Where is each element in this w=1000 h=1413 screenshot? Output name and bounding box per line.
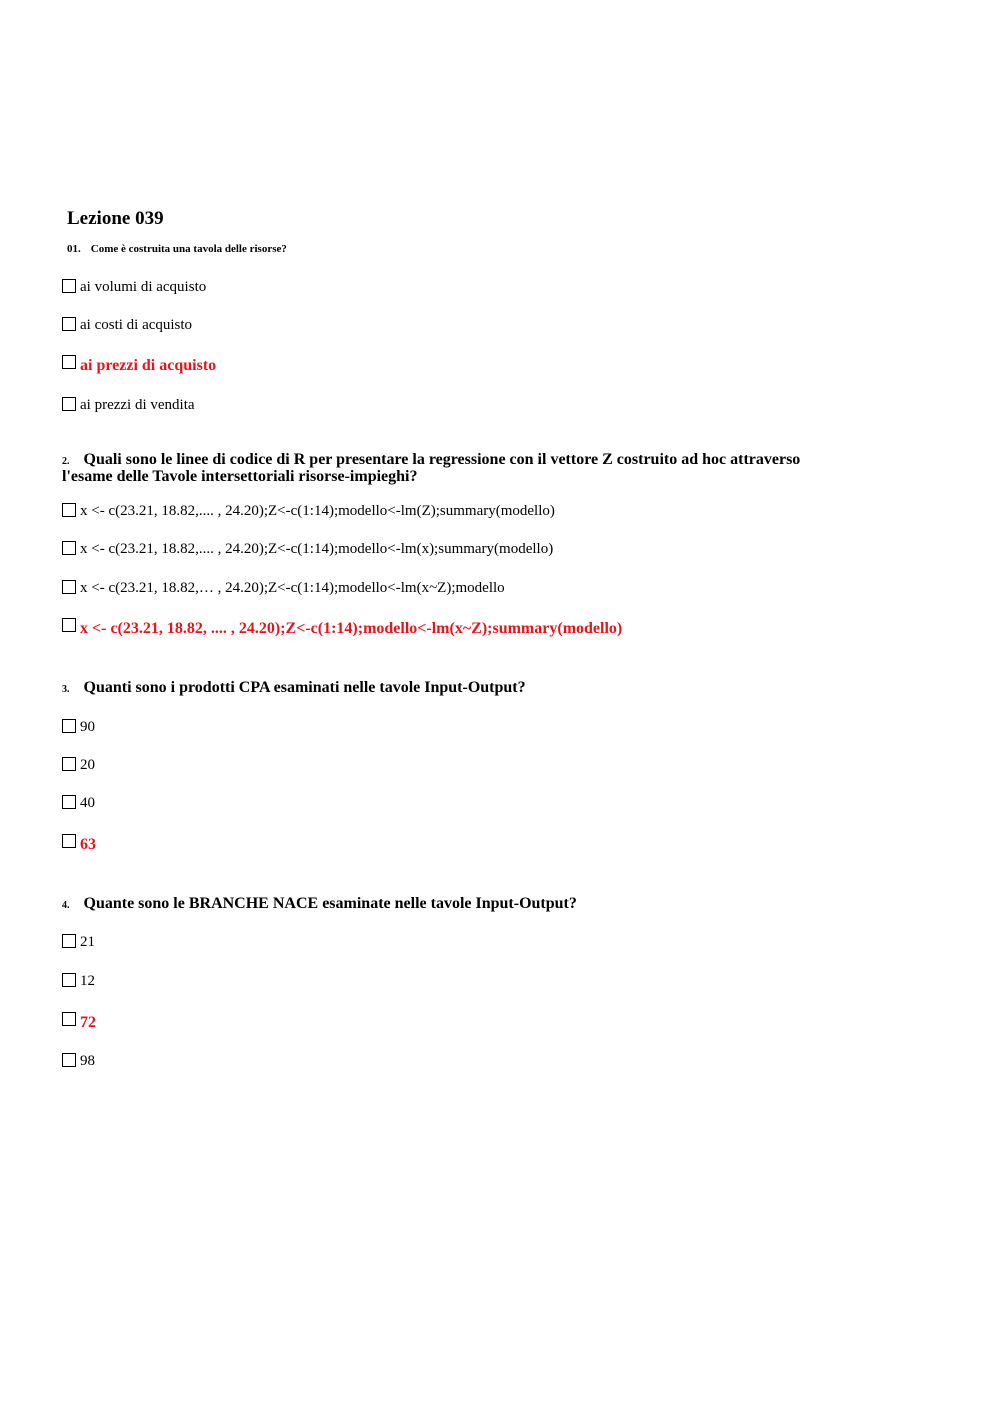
answer-option[interactable] [62, 276, 206, 296]
answer-option[interactable] [62, 970, 95, 990]
answer-text: 98 [80, 1053, 95, 1069]
checkbox-icon[interactable] [62, 834, 76, 848]
answer-text: 40 [80, 795, 95, 811]
checkbox-icon[interactable] [62, 618, 76, 632]
answer-text: ai volumi di acquisto [80, 279, 207, 295]
question-number: 3. [62, 684, 70, 695]
answer-option-correct[interactable] [62, 354, 216, 374]
answer-option-correct[interactable] [62, 1011, 96, 1031]
checkbox-icon[interactable] [62, 541, 76, 555]
checkbox-icon[interactable] [62, 397, 76, 411]
answer-text: 12 [80, 973, 95, 989]
answer-option[interactable] [62, 1050, 95, 1070]
question-text-continued: l'esame delle Tavole intersettoriali risorse-impieghi? [62, 468, 418, 485]
checkbox-icon[interactable] [62, 719, 76, 733]
answer-text: 72 [80, 1014, 96, 1031]
answer-option[interactable] [62, 538, 553, 558]
answer-option[interactable] [62, 394, 195, 414]
question-text: Quante sono le BRANCHE NACE esaminate nelle tavole Input-Output? [83, 895, 577, 912]
question-text: Quali sono le linee di codice di R per presentare la regressione con il vettore Z costruito ad hoc attraverso [83, 451, 801, 468]
answer-option[interactable] [62, 500, 555, 520]
question-2 [62, 452, 800, 484]
checkbox-icon[interactable] [62, 757, 76, 771]
answer-text: x <- c(23.21, 18.82,.... , 24.20);Z<-c(1:14);modello<-lm(Z);summary(modello) [80, 503, 555, 519]
answer-option[interactable] [62, 792, 95, 812]
answer-text: 90 [80, 719, 95, 735]
checkbox-icon[interactable] [62, 355, 76, 369]
answer-option-correct[interactable] [62, 617, 622, 637]
answer-option[interactable] [62, 314, 192, 334]
question-number: 4. [62, 900, 70, 911]
answer-text: 20 [80, 757, 95, 773]
question-1 [67, 242, 287, 256]
answer-text: ai costi di acquisto [80, 317, 193, 333]
checkbox-icon[interactable] [62, 934, 76, 948]
answer-option[interactable] [62, 931, 95, 951]
checkbox-icon[interactable] [62, 795, 76, 809]
answer-text: 63 [80, 836, 96, 853]
checkbox-icon[interactable] [62, 317, 76, 331]
answer-text: 21 [80, 934, 95, 950]
checkbox-icon[interactable] [62, 503, 76, 517]
checkbox-icon[interactable] [62, 1012, 76, 1026]
answer-option[interactable] [62, 577, 505, 597]
answer-text: x <- c(23.21, 18.82,… , 24.20);Z<-c(1:14);modello<-lm(x~Z);modello [80, 580, 505, 596]
checkbox-icon[interactable] [62, 973, 76, 987]
question-text: Quanti sono i prodotti CPA esaminati nelle tavole Input-Output? [83, 679, 526, 696]
answer-text: ai prezzi di vendita [80, 397, 195, 413]
checkbox-icon[interactable] [62, 1053, 76, 1067]
answer-text: x <- c(23.21, 18.82,.... , 24.20);Z<-c(1:14);modello<-lm(x);summary(modello) [80, 541, 554, 557]
question-text: Come è costruita una tavola delle risorse? [90, 243, 287, 255]
answer-option[interactable] [62, 716, 95, 736]
checkbox-icon[interactable] [62, 580, 76, 594]
lesson-title: Lezione 039 [67, 208, 164, 229]
answer-option[interactable] [62, 754, 95, 774]
question-number: 2. [62, 456, 70, 467]
question-3 [62, 680, 526, 697]
answer-text: ai prezzi di acquisto [80, 357, 217, 374]
question-4 [62, 896, 577, 913]
question-number: 01. [67, 243, 81, 255]
answer-text: x <- c(23.21, 18.82, .... , 24.20);Z<-c(1:14);modello<-lm(x~Z);summary(modello) [80, 620, 623, 637]
checkbox-icon[interactable] [62, 279, 76, 293]
answer-option-correct[interactable] [62, 833, 96, 853]
